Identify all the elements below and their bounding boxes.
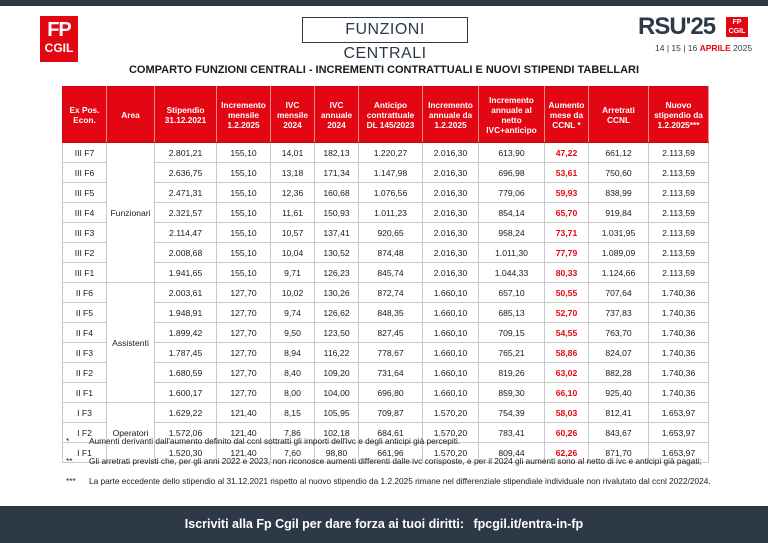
value-cell: 854,14 — [479, 203, 545, 223]
aumento-cell: 54,55 — [545, 323, 589, 343]
value-cell: 155,10 — [217, 163, 271, 183]
value-cell: 1.740,36 — [649, 363, 709, 383]
footnote — [66, 436, 756, 456]
col-header: Aumento mese da CCNL * — [545, 87, 589, 143]
value-cell: 9,74 — [271, 303, 315, 323]
value-cell: 824,07 — [589, 343, 649, 363]
value-cell: 1.899,42 — [155, 323, 217, 343]
value-cell: 7,60 — [271, 443, 315, 463]
value-cell: 1.572,06 — [155, 423, 217, 443]
value-cell: 1.660,10 — [423, 303, 479, 323]
table-row — [63, 143, 709, 163]
value-cell: 1.147,98 — [359, 163, 423, 183]
position-cell: I F3 — [63, 403, 107, 423]
value-cell: 763,70 — [589, 323, 649, 343]
value-cell: 127,70 — [217, 303, 271, 323]
value-cell: 872,74 — [359, 283, 423, 303]
table-header-row — [63, 87, 709, 143]
value-cell: 1.653,97 — [649, 403, 709, 423]
value-cell: 661,12 — [589, 143, 649, 163]
rsu-dates-month: APRILE — [699, 43, 731, 53]
position-cell: II F2 — [63, 363, 107, 383]
position-cell: III F6 — [63, 163, 107, 183]
rsu-dates-days: 14 | 15 | 16 — [655, 43, 698, 53]
aumento-cell: 80,33 — [545, 263, 589, 283]
value-cell: 130,26 — [315, 283, 359, 303]
table-row — [63, 303, 709, 323]
value-cell: 2.113,59 — [649, 203, 709, 223]
value-cell: 809,44 — [479, 443, 545, 463]
col-header: Incremento annuale da 1.2.2025 — [423, 87, 479, 143]
value-cell: 783,41 — [479, 423, 545, 443]
position-cell: III F3 — [63, 223, 107, 243]
value-cell: 2.016,30 — [423, 223, 479, 243]
value-cell: 8,94 — [271, 343, 315, 363]
value-cell: 657,10 — [479, 283, 545, 303]
value-cell: 1.740,36 — [649, 343, 709, 363]
value-cell: 958,24 — [479, 223, 545, 243]
value-cell: 685,13 — [479, 303, 545, 323]
col-header: Incremento mensile 1.2.2025 — [217, 87, 271, 143]
value-cell: 126,23 — [315, 263, 359, 283]
area-cell: Operatori — [107, 403, 155, 463]
value-cell: 731,64 — [359, 363, 423, 383]
value-cell: 12,36 — [271, 183, 315, 203]
value-cell: 859,30 — [479, 383, 545, 403]
footer-link[interactable]: fpcgil.it/entra-in-fp — [473, 517, 584, 531]
col-header: Anticipo contrattuale DL 145/2023 — [359, 87, 423, 143]
value-cell: 155,10 — [217, 223, 271, 243]
position-cell: III F2 — [63, 243, 107, 263]
aumento-cell: 53,61 — [545, 163, 589, 183]
value-cell: 1.740,36 — [649, 383, 709, 403]
value-cell: 109,20 — [315, 363, 359, 383]
value-cell: 2.016,30 — [423, 163, 479, 183]
table-row — [63, 243, 709, 263]
aumento-cell: 50,55 — [545, 283, 589, 303]
position-cell: II F6 — [63, 283, 107, 303]
aumento-cell: 63,02 — [545, 363, 589, 383]
value-cell: 2.113,59 — [649, 143, 709, 163]
value-cell: 123,50 — [315, 323, 359, 343]
footnote — [66, 456, 756, 476]
aumento-cell: 66,10 — [545, 383, 589, 403]
value-cell: 750,60 — [589, 163, 649, 183]
footnote — [66, 476, 756, 496]
value-cell: 121,40 — [217, 443, 271, 463]
value-cell: 819,26 — [479, 363, 545, 383]
value-cell: 1.680,59 — [155, 363, 217, 383]
value-cell: 127,70 — [217, 363, 271, 383]
value-cell: 121,40 — [217, 423, 271, 443]
value-cell: 10,02 — [271, 283, 315, 303]
value-cell: 661,96 — [359, 443, 423, 463]
value-cell: 7,86 — [271, 423, 315, 443]
value-cell: 2.016,30 — [423, 203, 479, 223]
value-cell: 1.044,33 — [479, 263, 545, 283]
value-cell: 848,35 — [359, 303, 423, 323]
value-cell: 137,41 — [315, 223, 359, 243]
value-cell: 155,10 — [217, 143, 271, 163]
position-cell: II F3 — [63, 343, 107, 363]
value-cell: 127,70 — [217, 323, 271, 343]
value-cell: 1.948,91 — [155, 303, 217, 323]
value-cell: 105,95 — [315, 403, 359, 423]
top-bar — [0, 0, 768, 6]
col-header: IVC mensile 2024 — [271, 87, 315, 143]
value-cell: 2.016,30 — [423, 263, 479, 283]
value-cell: 182,13 — [315, 143, 359, 163]
value-cell: 1.220,27 — [359, 143, 423, 163]
value-cell: 845,74 — [359, 263, 423, 283]
position-cell: II F5 — [63, 303, 107, 323]
footnote-mark: * — [66, 436, 70, 446]
aumento-cell: 77,79 — [545, 243, 589, 263]
value-cell: 1.660,10 — [423, 323, 479, 343]
value-cell: 9,71 — [271, 263, 315, 283]
footnote-mark: *** — [66, 476, 76, 486]
col-header: Nuovo stipendio da 1.2.2025*** — [649, 87, 709, 143]
value-cell: 1.011,30 — [479, 243, 545, 263]
value-cell: 696,98 — [479, 163, 545, 183]
value-cell: 2.113,59 — [649, 263, 709, 283]
col-header: Stipendio 31.12.2021 — [155, 87, 217, 143]
value-cell: 171,34 — [315, 163, 359, 183]
value-cell: 1.660,10 — [423, 383, 479, 403]
value-cell: 2.016,30 — [423, 243, 479, 263]
value-cell: 155,10 — [217, 203, 271, 223]
value-cell: 98,80 — [315, 443, 359, 463]
aumento-cell: 62,26 — [545, 443, 589, 463]
value-cell: 2.016,30 — [423, 183, 479, 203]
value-cell: 1.740,36 — [649, 323, 709, 343]
value-cell: 155,10 — [217, 263, 271, 283]
value-cell: 1.660,10 — [423, 363, 479, 383]
value-cell: 1.660,10 — [423, 283, 479, 303]
rsu-logo — [638, 13, 753, 56]
table-row — [63, 383, 709, 403]
footer-text: Iscriviti alla Fp Cgil per dare forza ai tuoi diritti: — [184, 517, 464, 531]
col-header: Incremento annuale al netto IVC+anticipo — [479, 87, 545, 143]
value-cell: 160,68 — [315, 183, 359, 203]
table-row — [63, 323, 709, 343]
value-cell: 9,50 — [271, 323, 315, 343]
value-cell: 2.471,31 — [155, 183, 217, 203]
table-body — [63, 143, 709, 463]
value-cell: 737,83 — [589, 303, 649, 323]
value-cell: 1.076,56 — [359, 183, 423, 203]
value-cell: 1.124,66 — [589, 263, 649, 283]
value-cell: 827,45 — [359, 323, 423, 343]
table-row — [63, 263, 709, 283]
value-cell: 126,62 — [315, 303, 359, 323]
position-cell: I F1 — [63, 443, 107, 463]
value-cell: 104,00 — [315, 383, 359, 403]
value-cell: 127,70 — [217, 343, 271, 363]
value-cell: 2.113,59 — [649, 183, 709, 203]
logo-line2: CGIL — [44, 41, 74, 55]
col-header: IVC annuale 2024 — [315, 87, 359, 143]
value-cell: 707,64 — [589, 283, 649, 303]
value-cell: 1.520,30 — [155, 443, 217, 463]
value-cell: 150,93 — [315, 203, 359, 223]
value-cell: 2.008,68 — [155, 243, 217, 263]
value-cell: 8,40 — [271, 363, 315, 383]
value-cell: 2.801,21 — [155, 143, 217, 163]
value-cell: 709,15 — [479, 323, 545, 343]
value-cell: 155,10 — [217, 183, 271, 203]
value-cell: 14,01 — [271, 143, 315, 163]
value-cell: 1.653,97 — [649, 443, 709, 463]
value-cell: 1.031,95 — [589, 223, 649, 243]
value-cell: 2.113,59 — [649, 223, 709, 243]
area-cell: Assistenti — [107, 283, 155, 403]
position-cell: III F7 — [63, 143, 107, 163]
value-cell: 1.089,09 — [589, 243, 649, 263]
footnote-text: Gli arretrati previsti che, per gli anni 2022 e 2023, non riconosce aumenti differenti dalle ivc corisposte, e per il 2024 gli aumenti sono al netto di ivc e anticipi già pagati; — [89, 456, 702, 466]
table-row — [63, 183, 709, 203]
value-cell: 1.570,20 — [423, 423, 479, 443]
aumento-cell: 65,70 — [545, 203, 589, 223]
rsu-badge-line1: FP — [732, 19, 742, 26]
table-row — [63, 283, 709, 303]
aumento-cell: 52,70 — [545, 303, 589, 323]
funzioni-centrali-label: FUNZIONI CENTRALI — [302, 17, 468, 43]
aumento-cell: 59,93 — [545, 183, 589, 203]
value-cell: 843,67 — [589, 423, 649, 443]
footnotes — [66, 436, 756, 496]
aumento-cell: 47,22 — [545, 143, 589, 163]
fp-cgil-logo — [40, 16, 78, 62]
aumento-cell: 58,03 — [545, 403, 589, 423]
position-cell: I F2 — [63, 423, 107, 443]
logo-line1: FP — [47, 19, 71, 41]
area-cell: Funzionari — [107, 143, 155, 283]
value-cell: 696,80 — [359, 383, 423, 403]
value-cell: 116,22 — [315, 343, 359, 363]
aumento-cell: 58,86 — [545, 343, 589, 363]
value-cell: 2.003,61 — [155, 283, 217, 303]
value-cell: 1.570,20 — [423, 403, 479, 423]
value-cell: 1.570,20 — [423, 443, 479, 463]
value-cell: 127,70 — [217, 283, 271, 303]
value-cell: 2.636,75 — [155, 163, 217, 183]
value-cell: 13,18 — [271, 163, 315, 183]
value-cell: 925,40 — [589, 383, 649, 403]
aumento-cell: 60,26 — [545, 423, 589, 443]
value-cell: 2.114,47 — [155, 223, 217, 243]
value-cell: 754,39 — [479, 403, 545, 423]
position-cell: III F1 — [63, 263, 107, 283]
salary-table — [62, 86, 709, 463]
rsu-badge-line2: CGIL — [728, 28, 746, 35]
value-cell: 1.011,23 — [359, 203, 423, 223]
value-cell: 121,40 — [217, 403, 271, 423]
value-cell: 838,99 — [589, 183, 649, 203]
value-cell: 1.629,22 — [155, 403, 217, 423]
table-row — [63, 343, 709, 363]
value-cell: 765,21 — [479, 343, 545, 363]
value-cell: 130,52 — [315, 243, 359, 263]
value-cell: 2.113,59 — [649, 163, 709, 183]
col-header: Area — [107, 87, 155, 143]
rsu-text: RSU'25 — [638, 13, 716, 40]
value-cell: 10,57 — [271, 223, 315, 243]
value-cell: 779,06 — [479, 183, 545, 203]
position-cell: III F5 — [63, 183, 107, 203]
value-cell: 1.660,10 — [423, 343, 479, 363]
value-cell: 1.653,97 — [649, 423, 709, 443]
value-cell: 778,67 — [359, 343, 423, 363]
value-cell: 613,90 — [479, 143, 545, 163]
value-cell: 1.941,65 — [155, 263, 217, 283]
table-row — [63, 163, 709, 183]
value-cell: 155,10 — [217, 243, 271, 263]
value-cell: 2.016,30 — [423, 143, 479, 163]
value-cell: 684,61 — [359, 423, 423, 443]
value-cell: 920,65 — [359, 223, 423, 243]
footnote-mark: ** — [66, 456, 73, 466]
aumento-cell: 73,71 — [545, 223, 589, 243]
position-cell: II F4 — [63, 323, 107, 343]
value-cell: 871,70 — [589, 443, 649, 463]
value-cell: 10,04 — [271, 243, 315, 263]
value-cell: 874,48 — [359, 243, 423, 263]
value-cell: 1.787,45 — [155, 343, 217, 363]
rsu-dates-year: 2025 — [733, 43, 753, 53]
footer-banner — [0, 506, 768, 543]
value-cell: 11,61 — [271, 203, 315, 223]
position-cell: II F1 — [63, 383, 107, 403]
value-cell: 709,87 — [359, 403, 423, 423]
value-cell: 102,18 — [315, 423, 359, 443]
col-header: Ex Pos. Econ. — [63, 87, 107, 143]
value-cell: 919,84 — [589, 203, 649, 223]
value-cell: 1.740,36 — [649, 303, 709, 323]
value-cell: 812,41 — [589, 403, 649, 423]
table-row — [63, 403, 709, 423]
table-row — [63, 363, 709, 383]
value-cell: 1.600,17 — [155, 383, 217, 403]
position-cell: III F4 — [63, 203, 107, 223]
value-cell: 2.113,59 — [649, 243, 709, 263]
value-cell: 1.740,36 — [649, 283, 709, 303]
value-cell: 8,00 — [271, 383, 315, 403]
rsu-dates — [655, 43, 752, 53]
footnote-text: Aumenti derivanti dall'aumento definito dal ccnl sottratti gli importi dell'ivc e degli anticipi già percepiti. — [89, 436, 461, 446]
value-cell: 2.321,57 — [155, 203, 217, 223]
table-row — [63, 203, 709, 223]
table-row — [63, 223, 709, 243]
rsu-badge — [726, 17, 748, 37]
value-cell: 127,70 — [217, 383, 271, 403]
page-title: COMPARTO FUNZIONI CENTRALI - INCREMENTI CONTRATTUALI E NUOVI STIPENDI TABELLARI — [128, 64, 640, 76]
value-cell: 882,28 — [589, 363, 649, 383]
value-cell: 8,15 — [271, 403, 315, 423]
footnote-text: La parte eccedente dello stipendio al 31.12.2021 rispetto al nuovo stipendio da 1.2.2025 rimane nel differenziale stipendiale individuale non rivalutato dal ccnl 2022/2024. — [89, 476, 711, 486]
col-header: Arretrati CCNL — [589, 87, 649, 143]
